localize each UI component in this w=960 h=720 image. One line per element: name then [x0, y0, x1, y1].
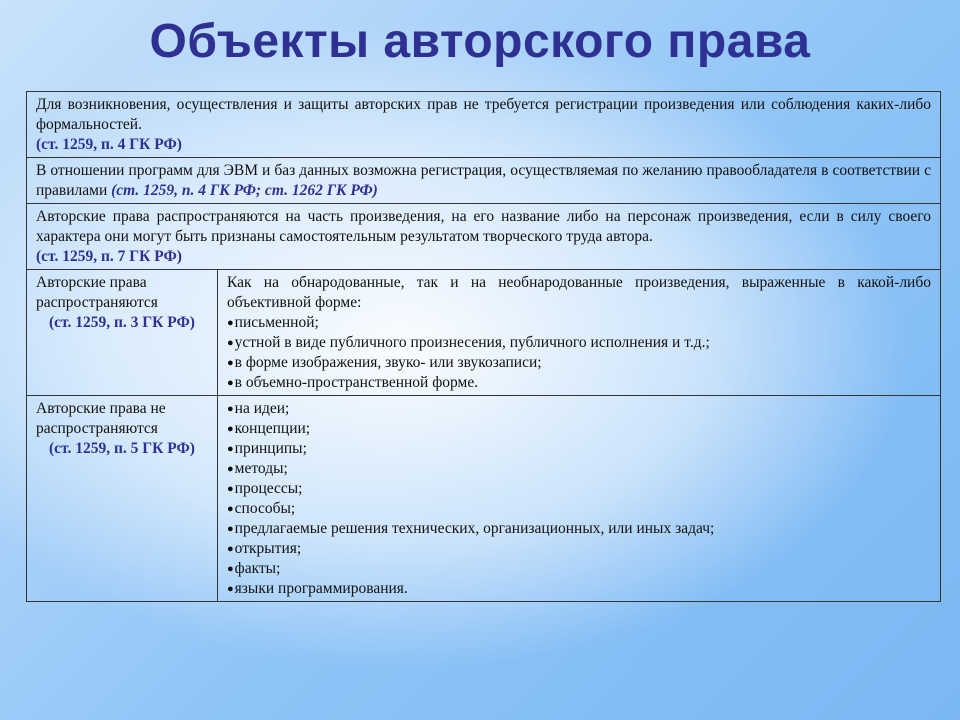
row-text: Авторские права распространяются на часть произведения, на его название либо на персонаж произведения, если в силу своего характера они могут быть признаны самостоятельным результатом творческого труда автора. — [36, 208, 931, 245]
list-item: ●языки программирования. — [227, 580, 408, 597]
row-label: Авторские права распространяются — [36, 274, 158, 311]
bullet-icon: ● — [227, 423, 234, 435]
bullet-icon: ● — [227, 443, 234, 455]
table-row — [27, 92, 941, 158]
bullet-icon: ● — [227, 337, 234, 349]
table-row — [27, 158, 941, 204]
row-text: Для возникновения, осуществления и защиты авторских прав не требуется регистрации произведения или соблюдения каких-либо формальностей. — [36, 96, 931, 133]
bullet-icon: ● — [227, 563, 234, 575]
row-content-not-applies — [218, 396, 941, 602]
table-row — [27, 204, 941, 270]
law-reference: (ст. 1259, п. 4 ГК РФ; ст. 1262 ГК РФ) — [111, 182, 378, 199]
bullet-icon: ● — [227, 357, 234, 369]
bullet-icon: ● — [227, 483, 234, 495]
row-text: В отношении программ для ЭВМ и баз данных возможна регистрация, осуществляемая по желанию правообладателя в соответствии с правилами — [36, 162, 931, 199]
row-label-applies — [27, 270, 218, 396]
bullet-icon: ● — [227, 543, 234, 555]
list-item: ●концепции; — [227, 420, 311, 437]
bullet-icon: ● — [227, 377, 234, 389]
law-reference: (ст. 1259, п. 5 ГК РФ) — [49, 440, 195, 457]
list-item: ●на идеи; — [227, 400, 290, 417]
bullet-icon: ● — [227, 403, 234, 415]
row-label: Авторские права не распространяются — [36, 400, 166, 437]
bullet-icon: ● — [227, 583, 234, 595]
copyright-objects-table — [26, 91, 941, 602]
list-item: ●письменной; — [227, 314, 319, 331]
law-reference: (ст. 1259, п. 4 ГК РФ) — [36, 136, 182, 153]
bullet-icon: ● — [227, 317, 234, 329]
list-item: ●процессы; — [227, 480, 303, 497]
row-intro: Как на обнародованные, так и на необнародованные произведения, выраженные в какой-либо объективной форме: — [227, 274, 931, 311]
list-item: ●устной в виде публичного произнесения, публичного исполнения и т.д.; — [227, 334, 710, 351]
list-item: ●предлагаемые решения технических, организационных, или иных задач; — [227, 520, 715, 537]
bullet-icon: ● — [227, 503, 234, 515]
row-content-applies — [218, 270, 941, 396]
list-item: ●в объемно-пространственной форме. — [227, 374, 479, 391]
table-row — [27, 270, 941, 396]
row-label-not-applies — [27, 396, 218, 602]
list-item: ●факты; — [227, 560, 281, 577]
row-parts-of-work — [27, 204, 941, 270]
list-item: ●принципы; — [227, 440, 307, 457]
law-reference: (ст. 1259, п. 3 ГК РФ) — [49, 314, 195, 331]
list-item: ●в форме изображения, звуко- или звукозаписи; — [227, 354, 542, 371]
row-registration-possible — [27, 158, 941, 204]
bullet-icon: ● — [227, 523, 234, 535]
bullet-icon: ● — [227, 463, 234, 475]
slide-title: Объекты авторского права — [149, 15, 811, 68]
law-reference: (ст. 1259, п. 7 ГК РФ) — [36, 248, 182, 265]
row-registration-not-required — [27, 92, 941, 158]
table-row — [27, 396, 941, 602]
list-item: ●способы; — [227, 500, 296, 517]
list-item: ●открытия; — [227, 540, 302, 557]
list-item: ●методы; — [227, 460, 288, 477]
